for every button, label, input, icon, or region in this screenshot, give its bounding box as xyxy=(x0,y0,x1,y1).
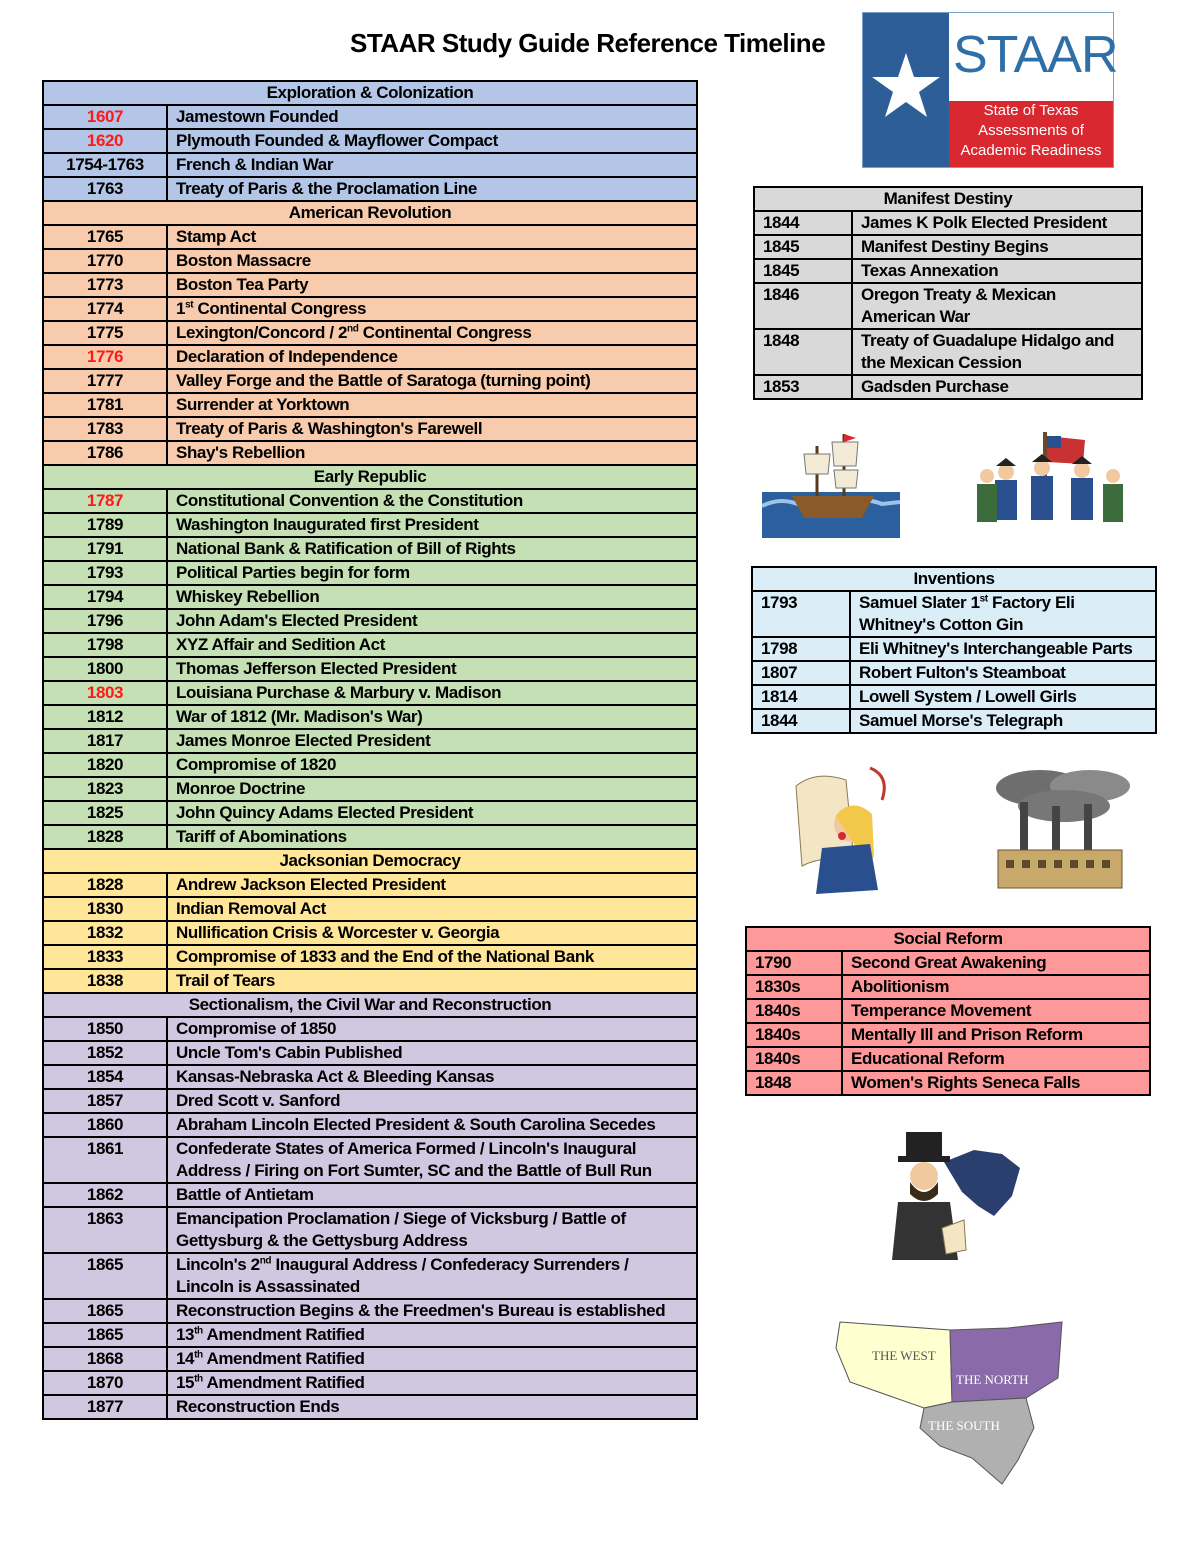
timeline-row xyxy=(43,1347,697,1371)
year-cell: 1807 xyxy=(752,661,850,685)
event-cell: John Quincy Adams Elected President xyxy=(167,801,697,825)
logo-word: STAAR xyxy=(953,26,1118,84)
year-cell: 1877 xyxy=(43,1395,167,1419)
event-cell: Constitutional Convention & the Constitution xyxy=(167,489,697,513)
timeline-row xyxy=(43,729,697,753)
timeline-row xyxy=(43,801,697,825)
year-cell: 1798 xyxy=(43,633,167,657)
timeline-row xyxy=(752,661,1156,685)
event-cell: Andrew Jackson Elected President xyxy=(167,873,697,897)
event-cell: Thomas Jefferson Elected President xyxy=(167,657,697,681)
event-cell: Treaty of Guadalupe Hidalgo and the Mexican Cession xyxy=(852,329,1142,375)
event-cell: Women's Rights Seneca Falls xyxy=(842,1071,1150,1095)
event-cell: John Adam's Elected President xyxy=(167,609,697,633)
timeline-row xyxy=(43,1089,697,1113)
timeline-row xyxy=(43,153,697,177)
year-cell: 1844 xyxy=(754,211,852,235)
event-cell: Temperance Movement xyxy=(842,999,1150,1023)
event-cell: Lexington/Concord / 2nd Continental Congress xyxy=(167,321,697,345)
timeline-row xyxy=(754,211,1142,235)
timeline-row xyxy=(43,513,697,537)
event-cell: French & Indian War xyxy=(167,153,697,177)
timeline-row xyxy=(754,329,1142,375)
event-cell: Surrender at Yorktown xyxy=(167,393,697,417)
year-cell: 1840s xyxy=(746,1047,842,1071)
timeline-row xyxy=(43,585,697,609)
event-cell: Samuel Slater 1st Factory Eli Whitney's Cotton Gin xyxy=(850,591,1156,637)
timeline-row xyxy=(43,489,697,513)
year-cell: 1754-1763 xyxy=(43,153,167,177)
event-cell: Educational Reform xyxy=(842,1047,1150,1071)
year-cell: 1781 xyxy=(43,393,167,417)
timeline-row xyxy=(746,999,1150,1023)
revolutionary-soldiers-icon xyxy=(975,432,1135,538)
section-title: Inventions xyxy=(752,567,1156,591)
year-cell: 1817 xyxy=(43,729,167,753)
event-cell: National Bank & Ratification of Bill of Rights xyxy=(167,537,697,561)
timeline-row xyxy=(43,657,697,681)
timeline-row xyxy=(43,921,697,945)
year-cell: 1787 xyxy=(43,489,167,513)
section-title: Jacksonian Democracy xyxy=(43,849,697,873)
event-cell: 13th Amendment Ratified xyxy=(167,1323,697,1347)
logo-tagline-line: Assessments of xyxy=(978,122,1084,139)
timeline-row xyxy=(43,633,697,657)
timeline-row xyxy=(43,105,697,129)
event-cell: Reconstruction Ends xyxy=(167,1395,697,1419)
event-cell: Battle of Antietam xyxy=(167,1183,697,1207)
us-regions-map-icon xyxy=(830,1318,1066,1488)
year-cell: 1832 xyxy=(43,921,167,945)
event-cell: Second Great Awakening xyxy=(842,951,1150,975)
year-cell: 1865 xyxy=(43,1299,167,1323)
timeline-row xyxy=(43,345,697,369)
page-title: STAAR Study Guide Reference Timeline xyxy=(350,28,826,58)
factory-icon xyxy=(990,766,1134,892)
event-cell: James Monroe Elected President xyxy=(167,729,697,753)
timeline-row xyxy=(43,1137,697,1183)
event-cell: XYZ Affair and Sedition Act xyxy=(167,633,697,657)
timeline-row xyxy=(43,897,697,921)
section-header-row xyxy=(43,993,697,1017)
timeline-row xyxy=(43,777,697,801)
year-cell: 1814 xyxy=(752,685,850,709)
year-cell: 1828 xyxy=(43,873,167,897)
event-cell: Tariff of Abominations xyxy=(167,825,697,849)
timeline-row xyxy=(43,1395,697,1419)
year-cell: 1793 xyxy=(43,561,167,585)
event-cell: War of 1812 (Mr. Madison's War) xyxy=(167,705,697,729)
timeline-row xyxy=(43,609,697,633)
event-cell: Robert Fulton's Steamboat xyxy=(850,661,1156,685)
event-cell: Declaration of Independence xyxy=(167,345,697,369)
year-cell: 1845 xyxy=(754,259,852,283)
event-cell: Samuel Morse's Telegraph xyxy=(850,709,1156,733)
year-cell: 1828 xyxy=(43,825,167,849)
timeline-row xyxy=(43,1041,697,1065)
section-header-row xyxy=(43,465,697,489)
timeline-row xyxy=(43,441,697,465)
timeline-row xyxy=(754,259,1142,283)
year-cell: 1840s xyxy=(746,999,842,1023)
event-cell: Compromise of 1820 xyxy=(167,753,697,777)
year-cell: 1775 xyxy=(43,321,167,345)
timeline-row xyxy=(43,1113,697,1137)
timeline-row xyxy=(43,1183,697,1207)
section-header-row xyxy=(43,201,697,225)
year-cell: 1848 xyxy=(746,1071,842,1095)
year-cell: 1776 xyxy=(43,345,167,369)
year-cell: 1820 xyxy=(43,753,167,777)
timeline-row xyxy=(43,177,697,201)
event-cell: Valley Forge and the Battle of Saratoga (turning point) xyxy=(167,369,697,393)
year-cell: 1850 xyxy=(43,1017,167,1041)
year-cell: 1830 xyxy=(43,897,167,921)
timeline-row xyxy=(43,1207,697,1253)
timeline-row xyxy=(746,975,1150,999)
lincoln-map-icon xyxy=(882,1132,1024,1274)
timeline-row xyxy=(754,375,1142,399)
section-title: Sectionalism, the Civil War and Reconstruction xyxy=(43,993,697,1017)
event-cell: Boston Tea Party xyxy=(167,273,697,297)
year-cell: 1786 xyxy=(43,441,167,465)
event-cell: Compromise of 1833 and the End of the National Bank xyxy=(167,945,697,969)
year-cell: 1794 xyxy=(43,585,167,609)
timeline-row xyxy=(752,637,1156,661)
social-reform-table xyxy=(745,926,1151,1096)
event-cell: James K Polk Elected President xyxy=(852,211,1142,235)
map-label-west: THE WEST xyxy=(872,1348,936,1363)
event-cell: Lowell System / Lowell Girls xyxy=(850,685,1156,709)
year-cell: 1777 xyxy=(43,369,167,393)
event-cell: Indian Removal Act xyxy=(167,897,697,921)
timeline-row xyxy=(43,1371,697,1395)
year-cell: 1838 xyxy=(43,969,167,993)
timeline-row xyxy=(43,249,697,273)
ship-icon xyxy=(762,426,900,538)
main-timeline-table xyxy=(42,80,698,1420)
declaration-scroll-icon xyxy=(786,766,902,898)
section-title: American Revolution xyxy=(43,201,697,225)
event-cell: 1st Continental Congress xyxy=(167,297,697,321)
year-cell: 1840s xyxy=(746,1023,842,1047)
event-cell: Gadsden Purchase xyxy=(852,375,1142,399)
year-cell: 1798 xyxy=(752,637,850,661)
year-cell: 1863 xyxy=(43,1207,167,1253)
timeline-row xyxy=(43,1065,697,1089)
event-cell: Political Parties begin for form xyxy=(167,561,697,585)
event-cell: Manifest Destiny Begins xyxy=(852,235,1142,259)
event-cell: Lincoln's 2nd Inaugural Address / Confederacy Surrenders / Lincoln is Assassinated xyxy=(167,1253,697,1299)
logo-tagline-line: Academic Readiness xyxy=(960,142,1102,159)
section-header-row xyxy=(43,849,697,873)
year-cell: 1796 xyxy=(43,609,167,633)
timeline-row xyxy=(43,129,697,153)
map-label-south: THE SOUTH xyxy=(928,1418,1000,1433)
timeline-row xyxy=(752,709,1156,733)
year-cell: 1833 xyxy=(43,945,167,969)
event-cell: Nullification Crisis & Worcester v. Georgia xyxy=(167,921,697,945)
event-cell: Treaty of Paris & Washington's Farewell xyxy=(167,417,697,441)
year-cell: 1857 xyxy=(43,1089,167,1113)
year-cell: 1790 xyxy=(746,951,842,975)
year-cell: 1812 xyxy=(43,705,167,729)
timeline-row xyxy=(43,753,697,777)
timeline-row xyxy=(746,1071,1150,1095)
year-cell: 1862 xyxy=(43,1183,167,1207)
event-cell: 15th Amendment Ratified xyxy=(167,1371,697,1395)
event-cell: Monroe Doctrine xyxy=(167,777,697,801)
section-header-row xyxy=(746,927,1150,951)
event-cell: Treaty of Paris & the Proclamation Line xyxy=(167,177,697,201)
year-cell: 1803 xyxy=(43,681,167,705)
timeline-row xyxy=(752,591,1156,637)
timeline-row xyxy=(43,369,697,393)
timeline-row xyxy=(43,1299,697,1323)
year-cell: 1854 xyxy=(43,1065,167,1089)
map-label-north: THE NORTH xyxy=(956,1372,1029,1387)
year-cell: 1852 xyxy=(43,1041,167,1065)
timeline-row xyxy=(43,273,697,297)
timeline-row xyxy=(43,1323,697,1347)
timeline-row xyxy=(43,417,697,441)
event-cell: Dred Scott v. Sanford xyxy=(167,1089,697,1113)
timeline-row xyxy=(43,1017,697,1041)
event-cell: Kansas-Nebraska Act & Bleeding Kansas xyxy=(167,1065,697,1089)
timeline-row xyxy=(43,537,697,561)
timeline-row xyxy=(43,945,697,969)
year-cell: 1870 xyxy=(43,1371,167,1395)
event-cell: Compromise of 1850 xyxy=(167,1017,697,1041)
section-title: Manifest Destiny xyxy=(754,187,1142,211)
year-cell: 1846 xyxy=(754,283,852,329)
manifest-destiny-table xyxy=(753,186,1143,400)
timeline-row xyxy=(43,321,697,345)
year-cell: 1861 xyxy=(43,1137,167,1183)
timeline-row xyxy=(43,873,697,897)
year-cell: 1800 xyxy=(43,657,167,681)
event-cell: Reconstruction Begins & the Freedmen's Bureau is established xyxy=(167,1299,697,1323)
event-cell: Abolitionism xyxy=(842,975,1150,999)
year-cell: 1774 xyxy=(43,297,167,321)
section-header-row xyxy=(754,187,1142,211)
inventions-table xyxy=(751,566,1157,734)
year-cell: 1860 xyxy=(43,1113,167,1137)
year-cell: 1770 xyxy=(43,249,167,273)
event-cell: Texas Annexation xyxy=(852,259,1142,283)
event-cell: Jamestown Founded xyxy=(167,105,697,129)
event-cell: Whiskey Rebellion xyxy=(167,585,697,609)
year-cell: 1865 xyxy=(43,1323,167,1347)
year-cell: 1793 xyxy=(752,591,850,637)
year-cell: 1865 xyxy=(43,1253,167,1299)
year-cell: 1844 xyxy=(752,709,850,733)
event-cell: Boston Massacre xyxy=(167,249,697,273)
year-cell: 1789 xyxy=(43,513,167,537)
timeline-row xyxy=(43,969,697,993)
timeline-row xyxy=(746,1023,1150,1047)
timeline-row xyxy=(43,705,697,729)
event-cell: Louisiana Purchase & Marbury v. Madison xyxy=(167,681,697,705)
section-header-row xyxy=(43,81,697,105)
event-cell: Eli Whitney's Interchangeable Parts xyxy=(850,637,1156,661)
timeline-row xyxy=(746,1047,1150,1071)
event-cell: 14th Amendment Ratified xyxy=(167,1347,697,1371)
event-cell: Trail of Tears xyxy=(167,969,697,993)
event-cell: Washington Inaugurated first President xyxy=(167,513,697,537)
event-cell: Uncle Tom's Cabin Published xyxy=(167,1041,697,1065)
timeline-row xyxy=(43,297,697,321)
staar-logo xyxy=(862,12,1118,168)
timeline-row xyxy=(43,1253,697,1299)
timeline-row xyxy=(754,283,1142,329)
year-cell: 1823 xyxy=(43,777,167,801)
event-cell: Stamp Act xyxy=(167,225,697,249)
timeline-row xyxy=(43,681,697,705)
section-title: Social Reform xyxy=(746,927,1150,951)
event-cell: Confederate States of America Formed / Lincoln's Inaugural Address / Firing on Fort Sumter, SC and the Battle of Bull Run xyxy=(167,1137,697,1183)
year-cell: 1845 xyxy=(754,235,852,259)
year-cell: 1853 xyxy=(754,375,852,399)
year-cell: 1848 xyxy=(754,329,852,375)
event-cell: Abraham Lincoln Elected President & South Carolina Secedes xyxy=(167,1113,697,1137)
year-cell: 1783 xyxy=(43,417,167,441)
timeline-row xyxy=(43,393,697,417)
year-cell: 1620 xyxy=(43,129,167,153)
year-cell: 1763 xyxy=(43,177,167,201)
section-title: Early Republic xyxy=(43,465,697,489)
timeline-row xyxy=(746,951,1150,975)
year-cell: 1825 xyxy=(43,801,167,825)
year-cell: 1765 xyxy=(43,225,167,249)
event-cell: Plymouth Founded & Mayflower Compact xyxy=(167,129,697,153)
year-cell: 1868 xyxy=(43,1347,167,1371)
year-cell: 1607 xyxy=(43,105,167,129)
event-cell: Emancipation Proclamation / Siege of Vicksburg / Battle of Gettysburg & the Gettysburg Address xyxy=(167,1207,697,1253)
logo-tagline-line: State of Texas xyxy=(983,102,1079,119)
event-cell: Shay's Rebellion xyxy=(167,441,697,465)
timeline-row xyxy=(43,561,697,585)
timeline-row xyxy=(754,235,1142,259)
section-header-row xyxy=(752,567,1156,591)
timeline-row xyxy=(43,825,697,849)
event-cell: Oregon Treaty & Mexican American War xyxy=(852,283,1142,329)
section-title: Exploration & Colonization xyxy=(43,81,697,105)
timeline-row xyxy=(752,685,1156,709)
year-cell: 1830s xyxy=(746,975,842,999)
year-cell: 1791 xyxy=(43,537,167,561)
event-cell: Mentally Ill and Prison Reform xyxy=(842,1023,1150,1047)
year-cell: 1773 xyxy=(43,273,167,297)
timeline-row xyxy=(43,225,697,249)
